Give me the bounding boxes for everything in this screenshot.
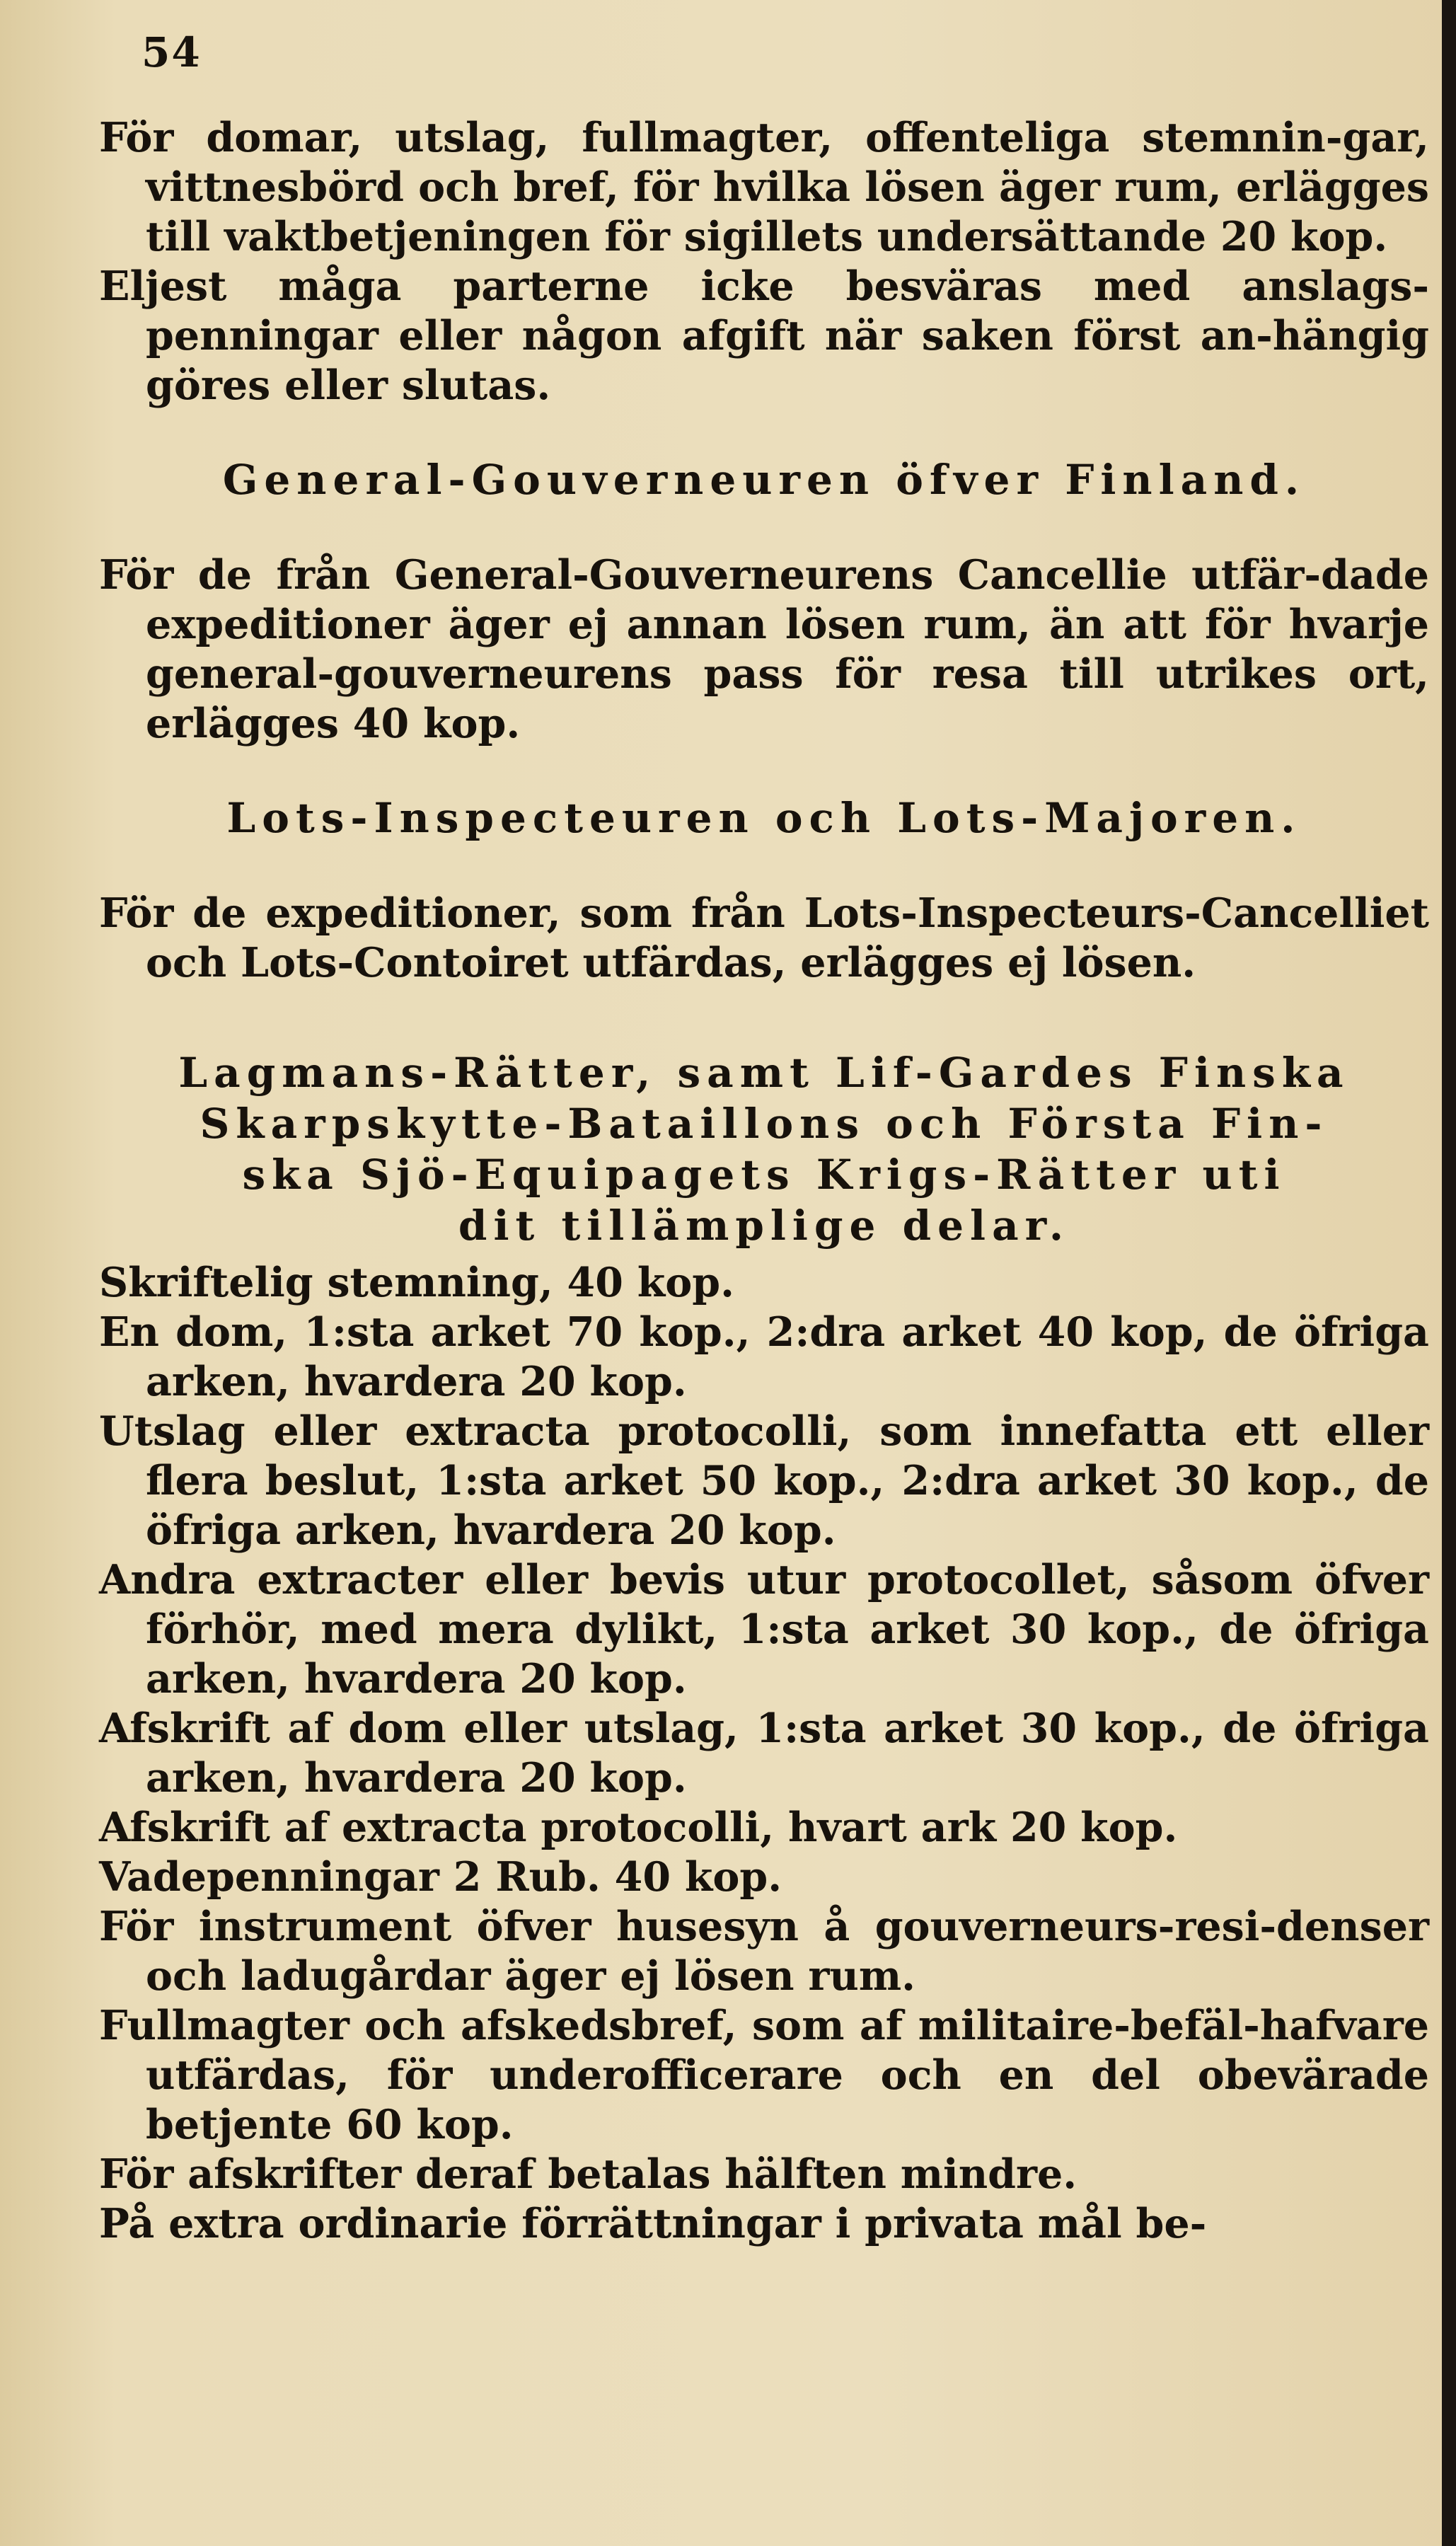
page-number: 54 [141,28,202,76]
section-heading-line: Skarpskytte-Bataillons och Första Fin- [200,1100,1329,1148]
section-heading-line: dit tillämplige delar. [458,1202,1070,1250]
paragraph: För domar, utslag, fullmagter, offenteliga stemnin-gar, vittnesbörd och bref, för hvilka lösen äger rum, erlägges till vaktbetjeningen för sigillets undersättande 20 kop. [99,114,1429,260]
section-heading [99,454,1429,505]
paragraph: För instrument öfver husesyn å gouverneurs-resi-denser och ladugårdar äger ej lösen rum. [99,1903,1429,2000]
paragraph: Andra extracter eller bevis utur protocollet, såsom öfver förhör, med mera dylikt, 1:sta arket 30 kop., de öfriga arken, hvardera 20 kop. [99,1556,1429,1703]
paragraph: Skriftelig stemning, 40 kop. [99,1259,734,1306]
paragraph: För de expeditioner, som från Lots-Inspecteurs-Cancelliet och Lots-Contoiret utfärdas, erlägges ej lösen. [99,889,1429,986]
paragraph: Utslag eller extracta protocolli, som innefatta ett eller flera beslut, 1:sta arket 50 kop., 2:dra arket 30 kop., de öfriga arken, hvardera 20 kop. [99,1407,1429,1554]
paragraph: För afskrifter deraf betalas hälften mindre. [99,2150,1077,2198]
paragraph: Fullmagter och afskedsbref, som af militaire-befäl-hafvare utfärdas, för underofficerare och en del obevärade betjente 60 kop. [99,2002,1429,2148]
paragraph: Eljest måga parterne icke besväras med anslags-penningar eller någon afgift när saken först an-hängig göres eller slutas. [99,263,1429,409]
paragraph: Vadepenningar 2 Rub. 40 kop. [99,1853,782,1901]
paragraph: Afskrift af extracta protocolli, hvart ark 20 kop. [99,1804,1178,1851]
paragraph: För de från General-Gouverneurens Cancellie utfär-dade expeditioner äger ej annan lösen rum, än att för hvarje general-gouverneurens pass för resa till utrikes ort, erlägges 40 kop. [99,551,1429,747]
paragraph: Afskrift af dom eller utslag, 1:sta arket 30 kop., de öfriga arken, hvardera 20 kop. [99,1705,1429,1802]
section-heading-line: Lots-Inspecteuren och Lots-Majoren. [226,794,1302,842]
page-text-body [99,113,1429,2249]
paragraph: På extra ordinarie förrättningar i privata mål be- [99,2200,1207,2247]
paragraph: En dom, 1:sta arket 70 kop., 2:dra arket 40 kop, de öfriga arken, hvardera 20 kop. [99,1308,1429,1405]
section-heading-line: General-Gouverneuren öfver Finland. [222,456,1306,504]
section-heading [99,793,1429,843]
section-heading-line: ska Sjö-Equipagets Krigs-Rätter uti [242,1151,1286,1199]
section-heading-line: Lagmans-Rätter, samt Lif-Gardes Finska [178,1049,1350,1097]
page-edge-shadow [1442,0,1456,2546]
section-heading [99,1047,1429,1251]
